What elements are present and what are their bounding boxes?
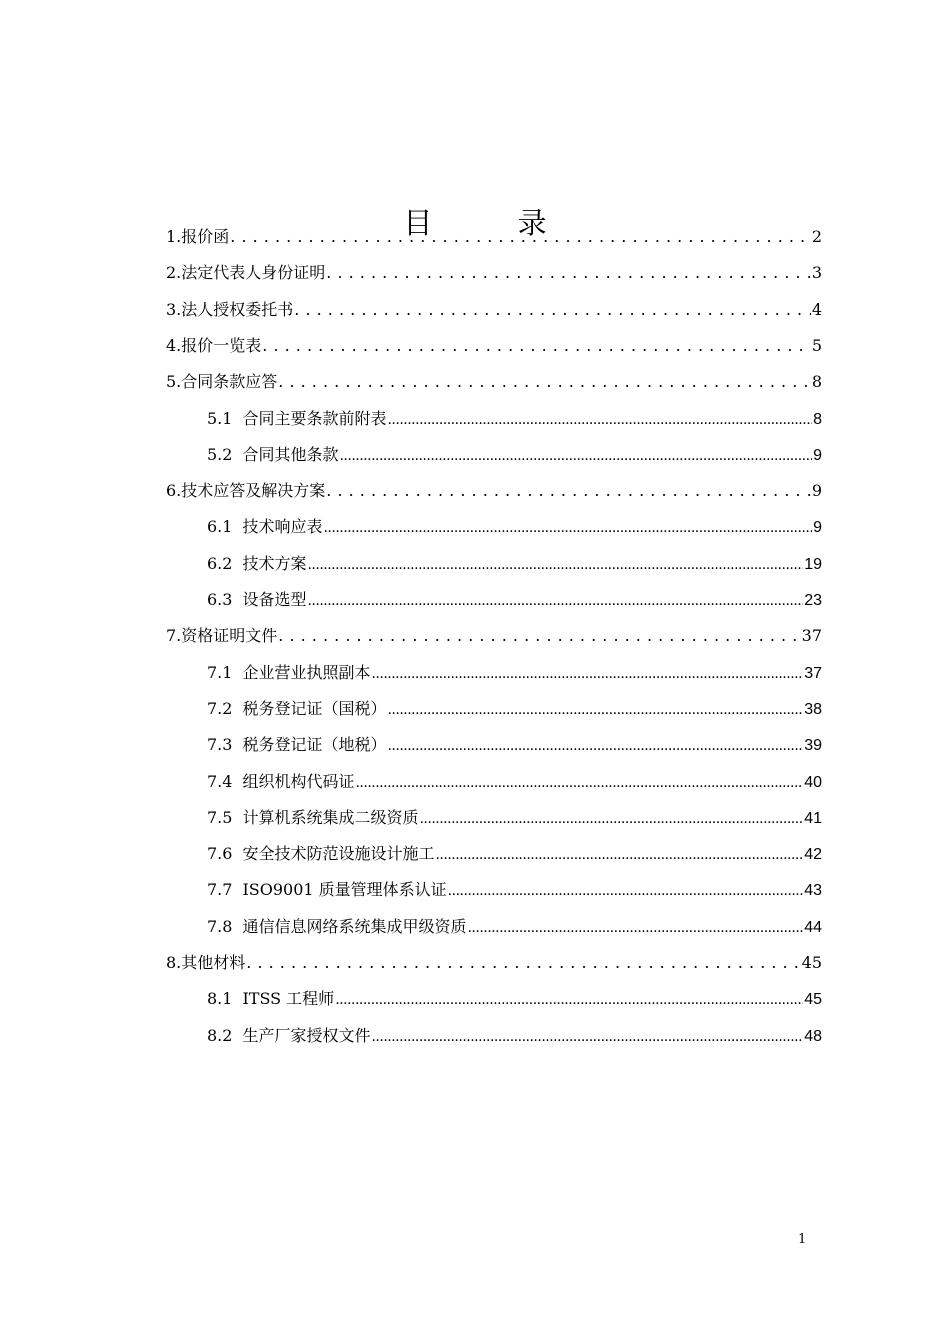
toc-dot-leader: [246, 953, 800, 972]
toc-entry[interactable]: [166, 696, 822, 726]
toc-entry-number: 6.1: [207, 517, 233, 537]
toc-entry-page: 8: [811, 372, 822, 392]
toc-dot-leader: [262, 336, 811, 355]
toc-entry-page: 19: [804, 555, 822, 573]
toc-entry-page: 44: [804, 918, 822, 936]
toc-entry-number: 5.2: [207, 444, 233, 464]
toc-dot-leader: [448, 880, 804, 899]
toc-entry-title: 合同其他条款: [242, 444, 339, 464]
toc-entry[interactable]: [166, 333, 822, 363]
toc-entry-title: 技术方案: [242, 553, 307, 573]
toc-dot-leader: [339, 445, 812, 464]
toc-entry-title: ITSS 工程师: [242, 989, 335, 1009]
toc-entry-number: 3.: [166, 299, 182, 319]
toc-entry-page: 45: [804, 991, 822, 1009]
toc-entry-title: ISO9001 质量管理体系认证: [242, 880, 447, 900]
toc-entry-page: 42: [804, 846, 822, 864]
toc-dot-leader: [230, 227, 811, 246]
toc-entry[interactable]: [166, 260, 822, 290]
toc-entry-page: 43: [804, 882, 822, 900]
toc-entry-number: 8.1: [207, 989, 233, 1009]
toc-entry[interactable]: [166, 587, 822, 617]
toc-entry-title: 生产厂家授权文件: [242, 1025, 371, 1045]
toc-entry-page: 45: [801, 953, 822, 972]
toc-entry-number: 4.: [166, 335, 182, 355]
toc-entry[interactable]: [166, 478, 822, 508]
toc-entry-number: 2.: [166, 263, 182, 283]
toc-entry-number: 7.8: [207, 916, 233, 936]
toc-entry-title: 安全技术防范设施设计施工: [242, 844, 435, 864]
toc-entry-page: 37: [804, 664, 822, 682]
toc-dot-leader: [326, 263, 811, 282]
toc-dot-leader: [371, 1026, 803, 1045]
toc-entry-title: 报价函: [181, 227, 230, 246]
toc-entry-title: 税务登记证（地税）: [242, 735, 387, 755]
toc-entry[interactable]: [166, 914, 822, 944]
toc-entry-title: 组织机构代码证: [242, 771, 355, 791]
toc-entry[interactable]: [166, 805, 822, 835]
toc-entry-page: 37: [801, 626, 822, 646]
toc-entry[interactable]: [166, 442, 822, 472]
toc-entry-page: 41: [804, 809, 822, 827]
toc-entry-page: 38: [804, 700, 822, 718]
toc-entry[interactable]: [166, 769, 822, 799]
toc-entry-page: 40: [804, 773, 822, 791]
toc-entry-page: 5: [811, 335, 822, 355]
toc-entry-title: 技术响应表: [242, 517, 323, 537]
toc-entry-page: 9: [813, 446, 822, 464]
toc-entry-title: 法人授权委托书: [181, 299, 294, 319]
toc-entry-page: 8: [813, 410, 822, 428]
toc-entry-number: 7.5: [207, 807, 233, 827]
toc-dot-leader: [307, 554, 803, 573]
toc-entry-number: 7.4: [207, 771, 233, 791]
toc-entry-page: 48: [804, 1027, 822, 1045]
toc-entry-number: 1.: [166, 227, 182, 246]
toc-entry-page: 39: [804, 737, 822, 755]
toc-entry[interactable]: [166, 297, 822, 327]
toc-dot-leader: [387, 699, 803, 718]
toc-entry-page: 23: [804, 592, 822, 609]
toc-entry[interactable]: [166, 551, 822, 581]
toc-entry[interactable]: [166, 623, 822, 653]
toc-entry-number: 8.2: [207, 1025, 233, 1045]
toc-entry-title: 计算机系统集成二级资质: [242, 807, 419, 827]
toc-entry[interactable]: [166, 369, 822, 399]
toc-entry-number: 6.2: [207, 553, 233, 573]
toc-entry[interactable]: [166, 841, 822, 871]
toc-entry-title: 通信信息网络系统集成甲级资质: [242, 916, 467, 936]
toc-dot-leader: [278, 626, 800, 645]
toc-dot-leader: [278, 372, 811, 391]
toc-dot-leader: [323, 517, 812, 536]
toc-entry-title: 报价一览表: [181, 335, 262, 355]
toc-dot-leader: [326, 481, 811, 500]
toc-entry[interactable]: [166, 1023, 822, 1053]
toc-entry-number: 7.3: [207, 735, 233, 755]
toc-entry-number: 8.: [166, 953, 182, 972]
toc-entry-number: 7.1: [207, 662, 233, 682]
toc-entry-page: 9: [813, 519, 822, 537]
toc-entry-title: 税务登记证（国税）: [242, 698, 387, 718]
toc-dot-leader: [355, 772, 803, 791]
toc-dot-leader: [435, 844, 803, 863]
toc-dot-leader: [371, 663, 803, 682]
toc-entry-page: 3: [811, 263, 822, 283]
toc-entry-number: 6.: [166, 481, 182, 501]
toc-entry[interactable]: [166, 660, 822, 690]
toc-entry-number: 7.2: [207, 698, 233, 718]
toc-dot-leader: [387, 409, 812, 428]
toc-entry-page: 9: [811, 481, 822, 501]
toc-entry[interactable]: [166, 877, 822, 907]
toc-dot-leader: [307, 590, 803, 609]
toc-entry[interactable]: [166, 514, 822, 544]
toc-entry-number: 5.: [166, 372, 182, 392]
page-number: 1: [798, 1232, 807, 1247]
toc-entry-title: 法定代表人身份证明: [181, 263, 326, 283]
toc-dot-leader: [387, 735, 803, 754]
toc-dot-leader: [419, 808, 803, 827]
toc-entry[interactable]: [166, 950, 822, 980]
toc-entry-number: 7.: [166, 626, 182, 646]
toc-entry-number: 6.3: [207, 590, 233, 609]
toc-entry-number: 7.7: [207, 880, 233, 900]
toc-dot-leader: [294, 300, 811, 319]
toc-entry[interactable]: [166, 406, 822, 436]
toc-entry-page: 4: [811, 299, 822, 319]
toc-entry-title: 设备选型: [242, 590, 307, 609]
toc-dot-leader: [335, 989, 803, 1008]
toc-entry-number: 7.6: [207, 844, 233, 864]
toc-entry-number: 5.1: [207, 408, 233, 428]
page-title: 目 录: [403, 206, 585, 241]
toc-entry-title: 其他材料: [181, 953, 246, 972]
toc-entry-title: 企业营业执照副本: [242, 662, 371, 682]
toc-entry[interactable]: [166, 732, 822, 762]
toc-dot-leader: [467, 917, 803, 936]
toc-entry[interactable]: [166, 224, 822, 254]
toc-entry-title: 合同条款应答: [181, 372, 278, 392]
toc-entry-title: 技术应答及解决方案: [181, 481, 326, 501]
toc-entry[interactable]: [166, 986, 822, 1016]
toc-entry-title: 资格证明文件: [181, 626, 278, 646]
toc-entry-title: 合同主要条款前附表: [242, 408, 387, 428]
toc-entry-page: 2: [811, 227, 822, 246]
